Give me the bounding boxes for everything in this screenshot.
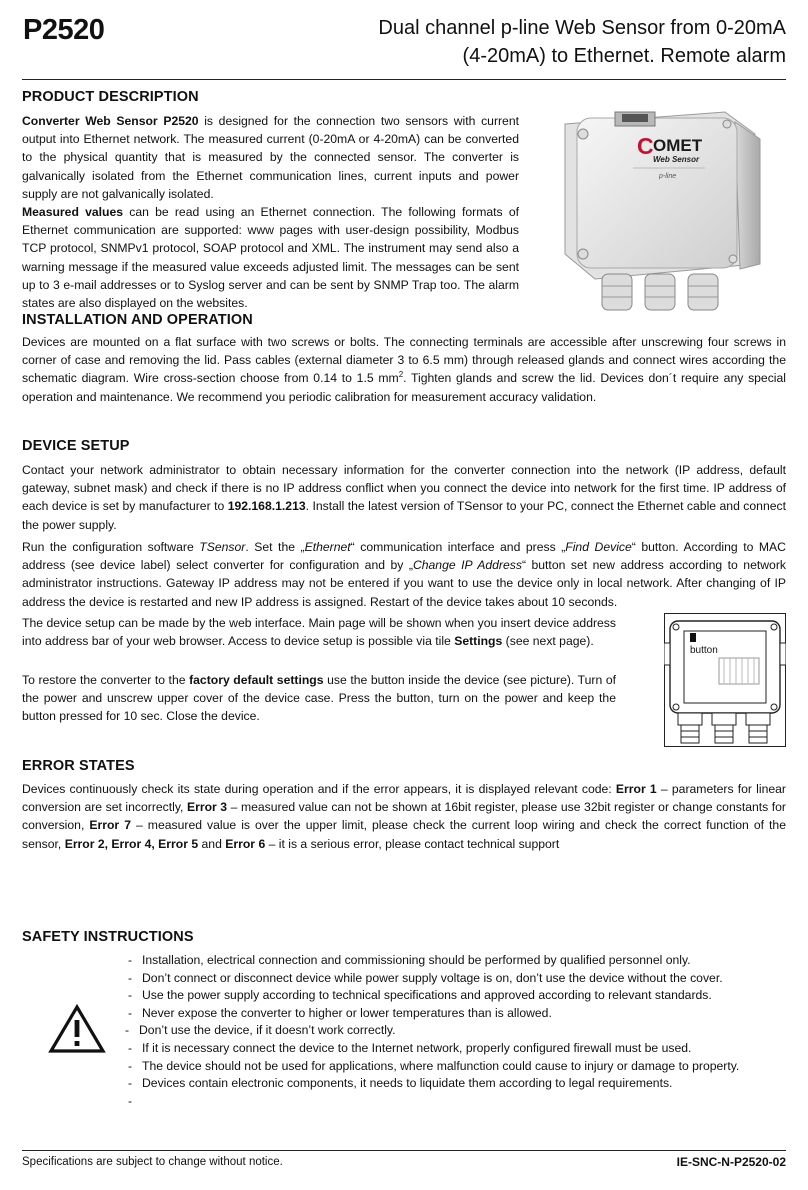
- bullet-dash: -: [128, 1005, 133, 1020]
- setup-p2-ethernet: Ethernet: [304, 540, 351, 554]
- title-line-1: Dual channel p-line Web Sensor from 0-20mA: [378, 17, 786, 39]
- setup-p3-b: (see next page).: [502, 634, 594, 649]
- footer-disclaimer: Specifications are subject to change without notice.: [22, 1156, 283, 1168]
- brand-c-letter: C: [637, 133, 654, 159]
- setup-p2-e: “ button set new address according to network administrator instructions. Gateway IP address may not be entered if you want to use the device only in local network. After changing of IP address the device is restarted and new IP address is assigned. Restart of the device takes about 10 seconds.: [22, 558, 786, 609]
- safety-item: [128, 1040, 788, 1058]
- heading-device-setup: DEVICE SETUP: [22, 438, 130, 454]
- setup-p4-b: use the button inside the device (see picture). Turn of the power and unscrew upper cover of the device case. Press the button, turn on the power and keep the button pressed for 10 sec. Close the device.: [22, 673, 616, 724]
- factory-default-label: factory default settings: [189, 673, 324, 687]
- document-code: IE-SNC-N-P2520-02: [676, 1155, 786, 1169]
- error-code-7: Error 7: [89, 818, 131, 833]
- error-codes-2-4-5: Error 2, Error 4, Error 5: [64, 836, 199, 851]
- error-text-2: – parameters for linear conversion are set incorrectly,: [22, 782, 786, 815]
- setup-p2-c: “ communication interface and press „: [350, 540, 566, 554]
- setup-paragraph-3: [22, 614, 616, 650]
- error-code-6: Error 6: [225, 836, 266, 851]
- product-paragraph-1: is designed for the connection two sensors with current output into Ethernet network. The measured current (0-20mA or 4-20mA) can be converted to the physical quantity that is measured by the connected sensor. The converter is galvanically isolated from the Ethernet communication lines, current inputs and power supply are not galvanically isolated.: [22, 114, 520, 201]
- bullet-dash: -: [125, 1023, 130, 1038]
- error-code-1: Error 1: [615, 782, 657, 796]
- setup-p3-a: The device setup can be made by the web interface. Main page will be shown when you insert device address into address bar of your web browser. Access to device setup is possible via tile: [22, 616, 616, 649]
- setup-p2-find-device: Find Device: [565, 540, 632, 554]
- bullet-dash: -: [128, 1058, 133, 1073]
- default-ip-address: 192.168.1.213: [227, 499, 306, 514]
- setup-p2-change-ip: Change IP Address: [412, 558, 522, 573]
- safety-item: [128, 1058, 788, 1076]
- safety-item-text: Never expose the converter to higher or lower temperatures than is allowed.: [142, 1005, 552, 1020]
- safety-item-text: Use the power supply according to technical specifications and approved according to relevant standards.: [142, 988, 712, 1003]
- installation-sup: 2: [398, 370, 404, 380]
- error-text-4: – measured value is over the upper limit, please check the current loop wiring and check the correct function of the sensor,: [22, 818, 786, 851]
- safety-item-text: Devices contain electronic components, it needs to liquidate them according to legal requirements.: [142, 1076, 673, 1091]
- bullet-dash: -: [128, 970, 133, 985]
- safety-item: [128, 987, 788, 1005]
- cable-glands: [602, 274, 718, 310]
- footer-divider: [22, 1150, 786, 1151]
- device-photo: [555, 104, 780, 319]
- product-name: Converter Web Sensor P2520: [22, 114, 199, 128]
- document-title: [366, 14, 786, 70]
- safety-item-text: Installation, electrical connection and commissioning should be performed by qualified personnel only.: [142, 953, 691, 967]
- warning-icon: [48, 1004, 106, 1054]
- heading-installation: INSTALLATION AND OPERATION: [22, 312, 253, 328]
- brand-logo: OMET: [653, 136, 703, 155]
- error-states-text: [22, 780, 786, 853]
- measured-values-label: Measured values: [22, 205, 124, 220]
- model-number: P2520: [23, 14, 105, 46]
- heading-product-description: PRODUCT DESCRIPTION: [22, 89, 199, 105]
- safety-item: [125, 1022, 788, 1040]
- safety-item-text: The device should not be used for applications, where malfunction could cause to injury or damage to property.: [142, 1058, 740, 1073]
- installation-text-a: Devices are mounted on a flat surface with two screws or bolts. The connecting terminals are accessible after unscrewing four screws in corner of case and removing the lid. Pass cables (external diameter 3 to 6.5 mm) through released glands and connect wires according the schematic diagram. Wire cross-section choose from 0.14 to 1.5 mm: [22, 335, 786, 386]
- bullet-dash: -: [128, 1040, 133, 1055]
- installation-text-b: . Tighten glands and screw the lid. Devices don´t require any special operation and maintenance. We recommend you periodic calibration for measurement accuracy validation.: [22, 371, 787, 404]
- error-code-3: Error 3: [186, 800, 228, 815]
- brand-subtitle: Web Sensor: [653, 155, 700, 164]
- setup-p1-b: . Install the latest version of TSensor to your PC, connect the Ethernet cable and connect the power supply.: [22, 499, 786, 532]
- safety-item: [128, 1075, 788, 1093]
- product-paragraph-2: can be read using an Ethernet connection. The following formats of Ethernet communication are supported: www pages with user-design possibility, Modbus TCP protocol, SNMPv1 protocol, SOAP protocol and XML. The instrument may send also a warning message if the measured value exceeds adjusted limit. The messages can be sent up to 3 e-mail addresses or to Syslog server and can be sent by SNMP Trap too. The alarm states are also displayed on the websites.: [22, 205, 519, 311]
- reset-button-marker: [690, 633, 696, 642]
- product-description-text: [22, 112, 519, 312]
- setup-p4-a: To restore the converter to the: [22, 673, 190, 687]
- error-text-1: Devices continuously check its state during operation and if the error appears, it is displayed relevant code:: [22, 782, 616, 796]
- setup-p2-a: Run the configuration software: [22, 540, 200, 554]
- safety-list: [125, 952, 788, 1110]
- setup-p2-b: . Set the „: [245, 540, 305, 554]
- title-line-2: (4-20mA) to Ethernet. Remote alarm: [462, 45, 786, 67]
- button-diagram: [664, 613, 786, 747]
- safety-item-text: Don’t use the device, if it doesn’t work correctly.: [139, 1023, 396, 1038]
- safety-item-text: Don’t connect or disconnect device while power supply voltage is on, don’t use the device without the cover.: [142, 970, 723, 985]
- button-label: button: [690, 645, 718, 656]
- settings-tile-label: Settings: [454, 634, 503, 649]
- bullet-dash: -: [128, 988, 133, 1003]
- safety-item: [128, 1005, 788, 1023]
- setup-p2-tsensor: TSensor: [199, 540, 246, 554]
- setup-p2-d: “ button. According to MAC address (see device label) select converter for configuration and by „: [22, 540, 786, 573]
- error-text-5: and: [198, 836, 226, 851]
- safety-item-text: If it is necessary connect the device to the Internet network, properly configured firewall must be used.: [142, 1040, 692, 1055]
- safety-item: [128, 1093, 788, 1111]
- safety-item: [128, 970, 788, 988]
- heading-error-states: ERROR STATES: [22, 758, 135, 774]
- bullet-dash: -: [128, 1076, 133, 1091]
- bullet-dash: -: [128, 1093, 133, 1108]
- error-text-6: – it is a serious error, please contact technical support: [265, 836, 560, 851]
- header-divider: [22, 79, 786, 80]
- safety-item: [128, 952, 788, 970]
- bullet-dash: -: [128, 953, 133, 967]
- installation-text: [22, 333, 786, 406]
- line-label: p-line: [659, 173, 677, 180]
- setup-p1-a: Contact your network administrator to obtain necessary information for the converter connection into the network (IP address, default gateway, subnet mask) and check if there is no IP address conflict when you connect the device into network for the first time. IP address of each device is set by manufacturer to: [22, 463, 786, 514]
- heading-safety-instructions: SAFETY INSTRUCTIONS: [22, 929, 194, 945]
- setup-paragraph-1: [22, 461, 786, 534]
- setup-paragraph-4: [22, 671, 616, 726]
- setup-paragraph-2: [22, 538, 786, 611]
- error-text-3: – measured value can not be shown at 16bit register, please use 32bit register or change constants for conversion,: [22, 800, 786, 833]
